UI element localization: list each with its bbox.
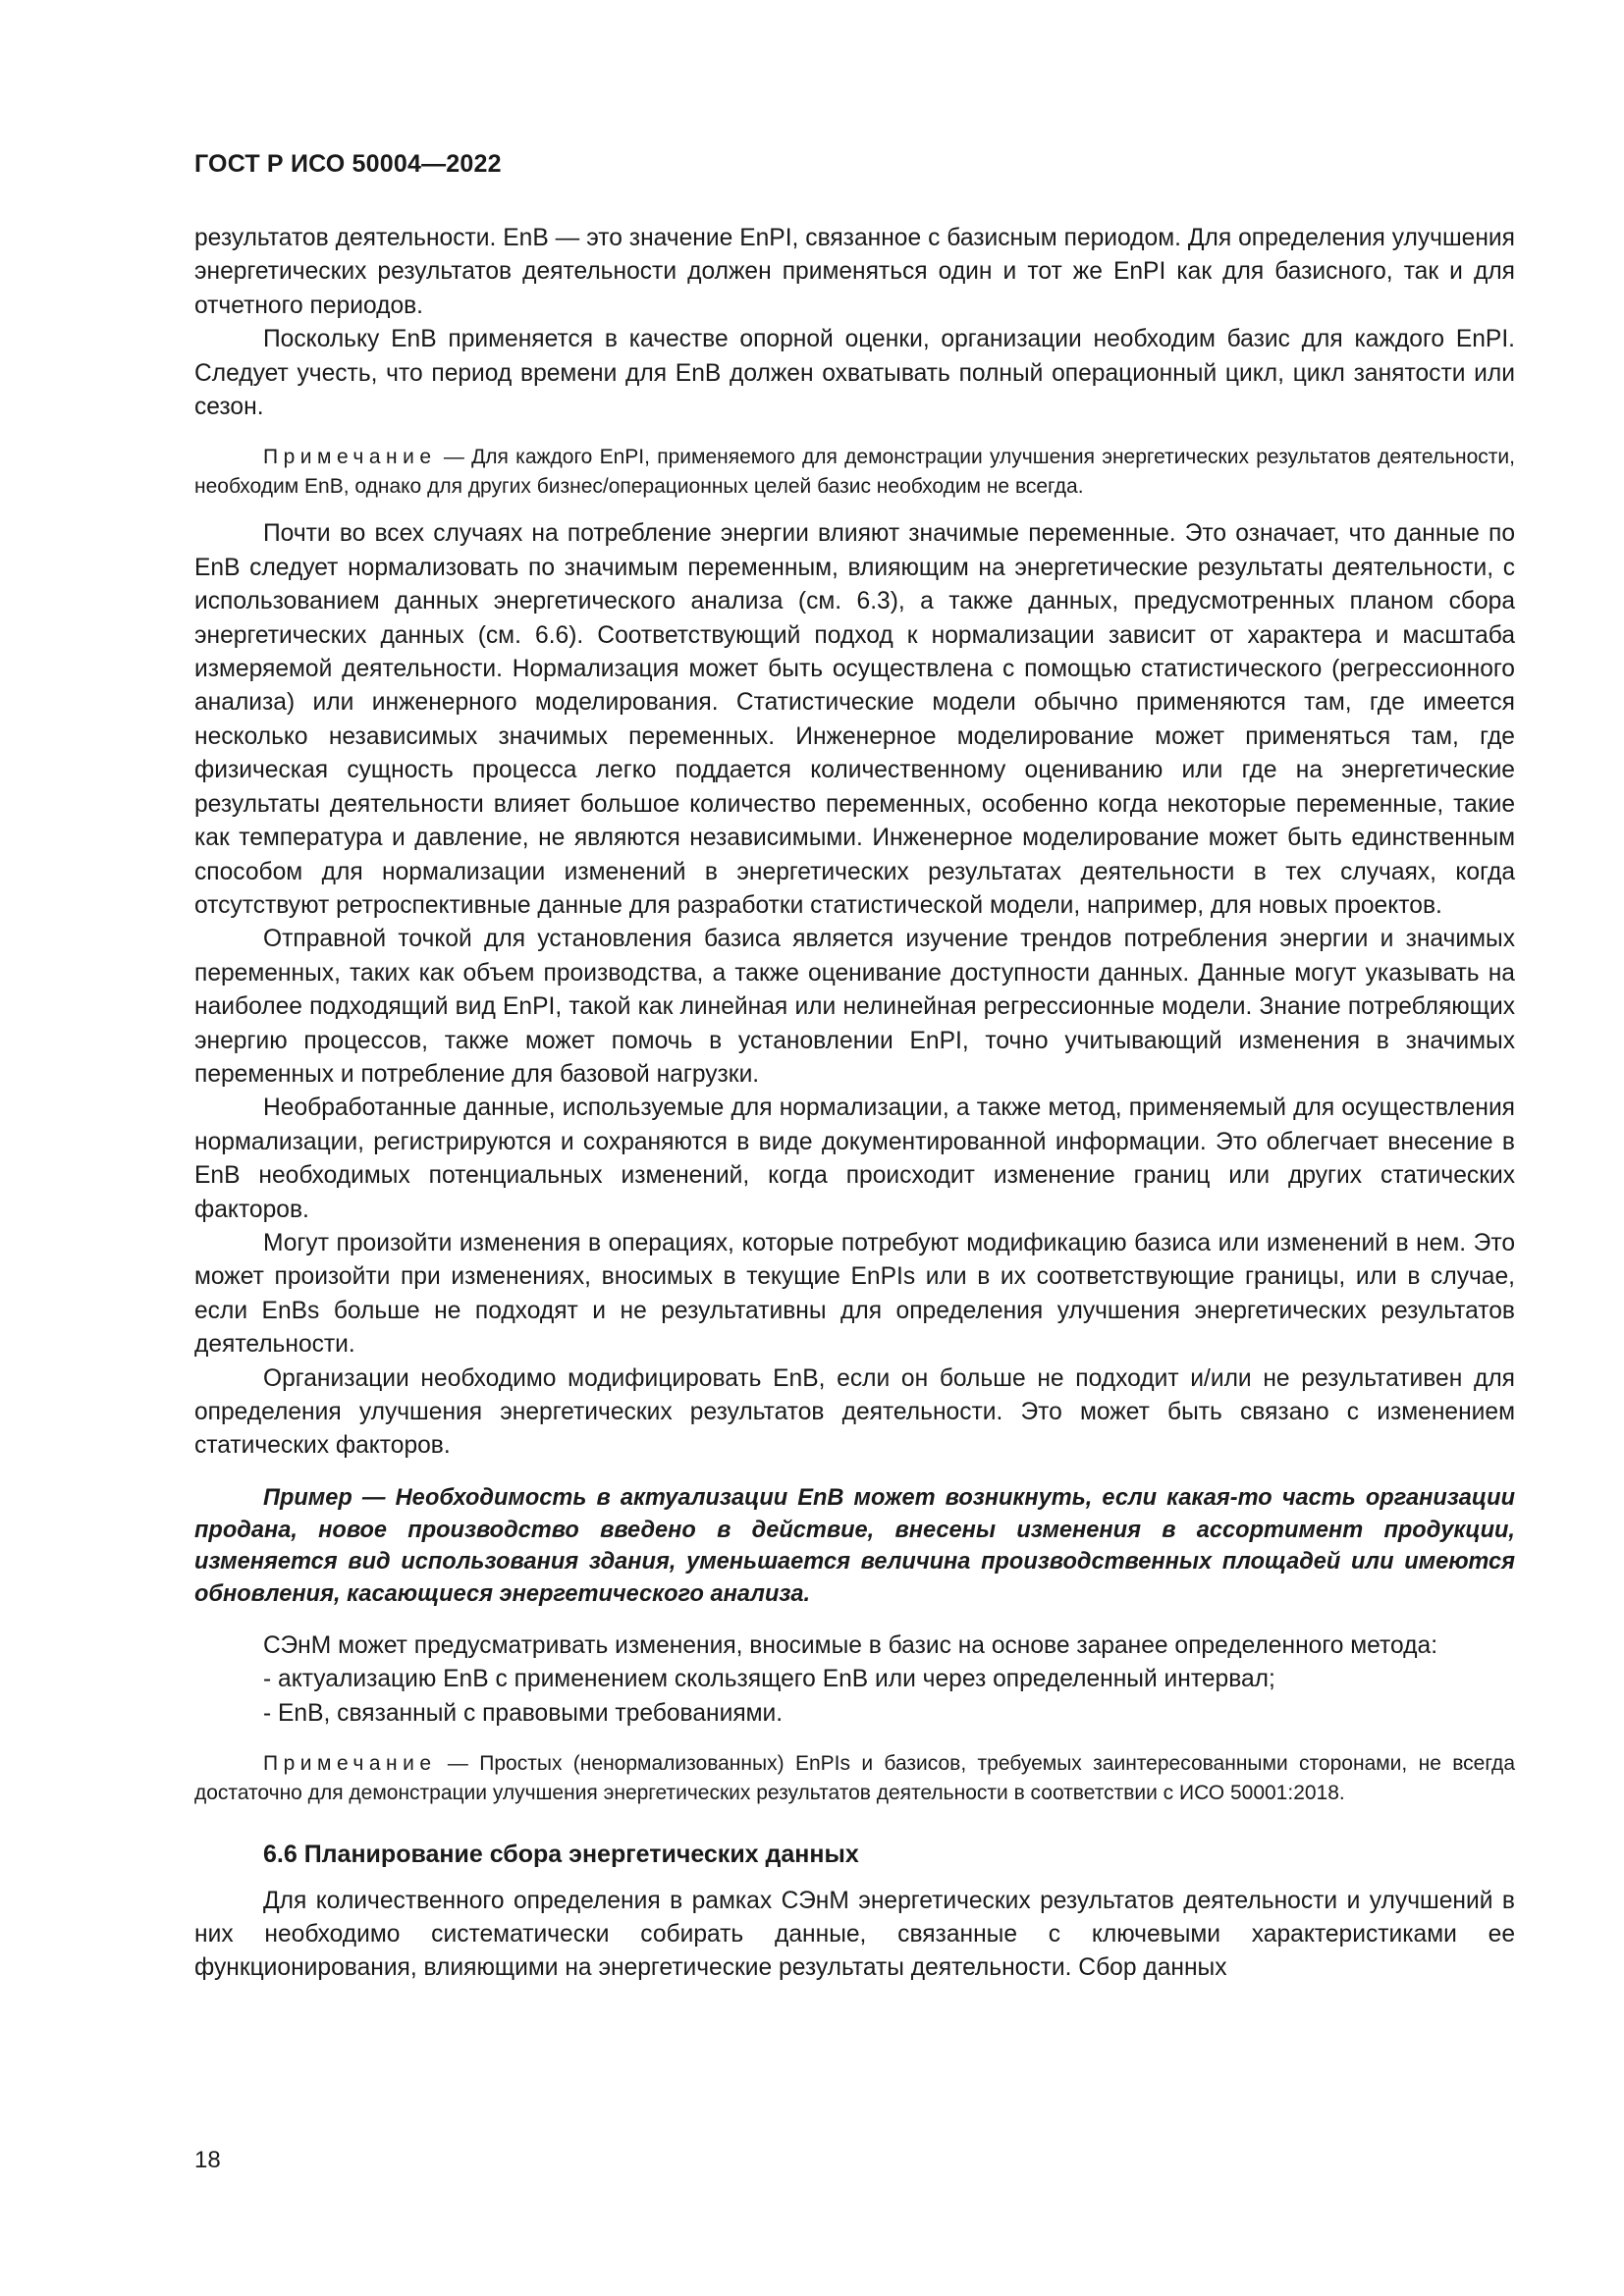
document-body <box>194 222 1515 1986</box>
paragraph-data-collection: Для количественного определения в рамках СЭнМ энергетических результатов деятельности и улучшений в них необходимо систематически собирать данные, связанные с ключевыми характеристиками ее функционирования, влияющими на энергетические результаты деятельности. Сбор данных <box>194 1887 1515 1982</box>
note-text: — Простых (ненормализованных) EnPIs и базисов, требуемых заинтересованными сторонами, не всегда достаточно для демонстрации улучшения энергетических результатов деятельности в соответствии с ИСО 50001:2018. <box>194 1752 1515 1804</box>
paragraph-enms-changes: СЭнМ может предусматривать изменения, вносимые в базис на основе заранее определенного метода: <box>263 1632 1438 1659</box>
note-simple-enpi <box>194 1749 1515 1807</box>
list-item: - EnB, связанный с правовыми требованиями. <box>263 1699 784 1727</box>
paragraph-normalization: Почти во всех случаях на потребление энергии влияют значимые переменные. Это означает, что данные по EnB следует нормализовать по значимым переменным, влияющим на энергетические результаты деятельности, с использованием данных энергетического анализа (см. 6.3), а также данных, предусмотренных планом сбора энергетических данных (см. 6.6). Соответствующий подход к нормализации зависит от характера и масштаба измеряемой деятельности. Нормализация может быть осуществлена с помощью статистического (регрессионного анализа) или инженерного моделирования. Статистические модели обычно применяются там, где имеется несколько независимых значимых переменных. Инженерное моделирование может применяться там, где физическая сущность процесса легко поддается количественному оцениванию или где на энергетические результаты деятельности влияет большое количество переменных, особенно когда некоторые переменные, такие как температура и давление, не являются независимыми. Инженерное моделирование может быть единственным способом для нормализации изменений в энергетических результатах деятельности в тех случаях, когда отсутствуют ретроспективные данные для разработки статистической модели, например, для новых проектов. <box>194 520 1515 919</box>
example-block: Пример — Необходимость в актуализации EnB может возникнуть, если какая-то часть организации продана, новое производство введено в действие, внесены изменения в ассортимент продукции, изменяется вид использования здания, уменьшается величина производственных площадей или имеются обновления, касающиеся энергетического анализа. <box>194 1484 1515 1608</box>
note-label: Примечание <box>263 1752 437 1776</box>
paragraph-raw-data: Необработанные данные, используемые для нормализации, а также метод, применяемый для осуществления нормализации, регистрируются и сохраняются в виде документированной информации. Это облегчает внесение в EnB необходимых потенциальных изменений, когда происходит изменение границ или других статических факторов. <box>194 1095 1515 1223</box>
page-number: 18 <box>194 2147 221 2173</box>
paragraph-continuation: результатов деятельности. EnB — это значение EnPI, связанное с базисным периодом. Для определения улучшения энергетических результатов деятельности должен применяться один и тот же EnPI как для базисного, так и для отчетного периодов. <box>194 225 1515 319</box>
section-heading: 6.6 Планирование сбора энергетических данных <box>263 1841 859 1869</box>
paragraph-baseline-start: Отправной точкой для установления базиса является изучение трендов потребления энергии и значимых переменных, таких как объем производства, а также оценивание доступности данных. Данные могут указывать на наиболее подходящий вид EnPI, такой как линейная или нелинейная регрессионные модели. Знание потребляющих энергию процессов, также может помочь в установлении EnPI, точно учитывающий изменения в значимых переменных и потребление для базовой нагрузки. <box>194 926 1515 1088</box>
paragraph-enb-reference: Поскольку EnB применяется в качестве опорной оценки, организации необходим базис для каждого EnPI. Следует учесть, что период времени для EnB должен охватывать полный операционный цикл, цикл занятости или сезон. <box>194 326 1515 421</box>
note-label: Примечание <box>263 446 437 469</box>
document-header: ГОСТ Р ИСО 50004—2022 <box>194 150 502 178</box>
document-page <box>194 0 1515 2296</box>
list-item: - актуализацию EnB с применением скользящего EnB или через определенный интервал; <box>263 1666 1275 1693</box>
note-text: — Для каждого EnPI, применяемого для демонстрации улучшения энергетических результатов деятельности, необходим EnB, однако для других бизнес/операционных целей базис необходим не всегда. <box>194 446 1515 498</box>
paragraph-operations-changes: Могут произойти изменения в операциях, которые потребуют модификацию базиса или изменений в нем. Это может произойти при изменениях, вносимых в текущие EnPIs или в их соответствующие границы, или в случае, если EnBs больше не подходят и не результативны для определения улучшения энергетических результатов деятельности. <box>194 1229 1515 1359</box>
note-enb <box>194 443 1515 501</box>
paragraph-modify-enb: Организации необходимо модифицировать EnB, если он больше не подходит и/или не результативен для определения улучшения энергетических результатов деятельности. Это может быть связано с изменением статических факторов. <box>194 1364 1515 1460</box>
